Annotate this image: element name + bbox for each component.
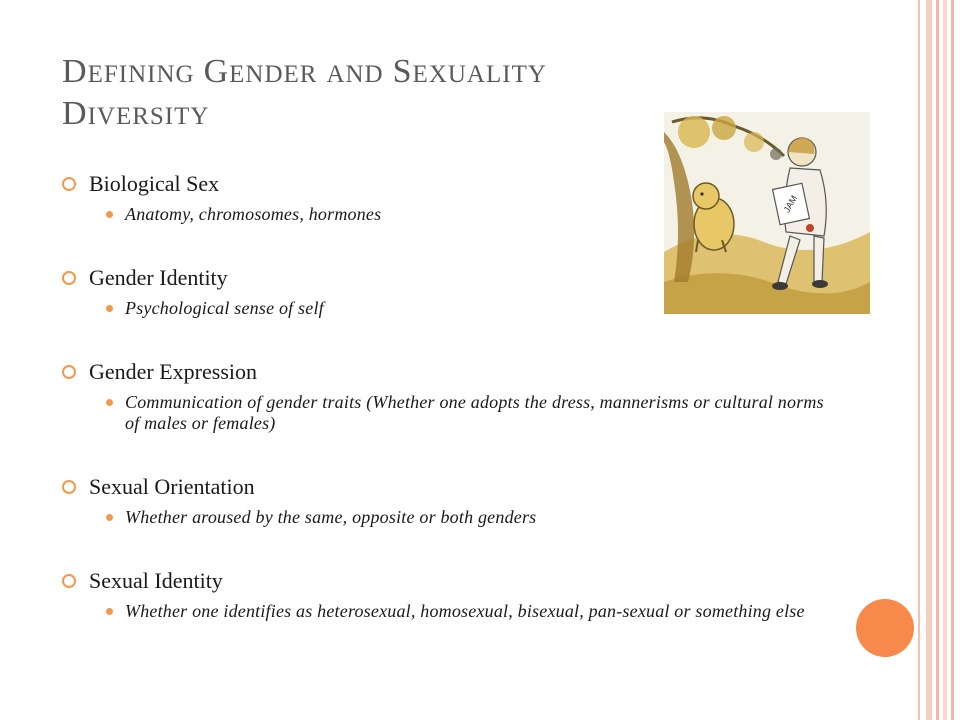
title-word: DIVERSITY [62,95,210,132]
section-heading: Sexual Identity [89,568,223,593]
section-heading: Gender Expression [89,359,258,384]
section-heading: Gender Identity [89,265,228,290]
bullet-circle-icon [62,177,76,191]
section-detail: Whether aroused by the same, opposite or both genders [125,507,537,527]
title-word: AND [326,61,384,88]
section-heading: Biological Sex [89,171,220,196]
title-line-2 [62,94,702,136]
list-item [62,358,842,434]
list-item [62,567,842,622]
book-label: JAM [781,193,800,215]
list-item [62,473,842,528]
bullet-dot-icon [106,211,113,218]
section-detail: Anatomy, chromosomes, hormones [125,204,382,224]
title-word: DEFINING [62,53,195,90]
boy-and-bear-illustration [664,112,870,314]
title-line-1 [62,52,702,94]
bullet-dot-icon [106,399,113,406]
title-word: GENDER [203,53,318,90]
bullet-circle-icon [62,271,76,285]
section-detail: Communication of gender traits (Whether one adopts the dress, mannerisms or cultural norms of males or females) [125,392,824,433]
bullet-circle-icon [62,480,76,494]
section-heading: Sexual Orientation [89,474,255,499]
bullet-circle-icon [62,365,76,379]
decorative-circle-icon [856,599,914,657]
section-detail: Whether one identifies as heterosexual, homosexual, bisexual, pan-sexual or something else [125,601,805,621]
bullet-dot-icon [106,608,113,615]
bullet-dot-icon [106,305,113,312]
section-detail: Psychological sense of self [125,298,324,318]
illustration [664,112,870,314]
bullet-dot-icon [106,514,113,521]
bullet-circle-icon [62,574,76,588]
title-word: SEXUALITY [392,53,547,90]
page-title [62,52,702,136]
